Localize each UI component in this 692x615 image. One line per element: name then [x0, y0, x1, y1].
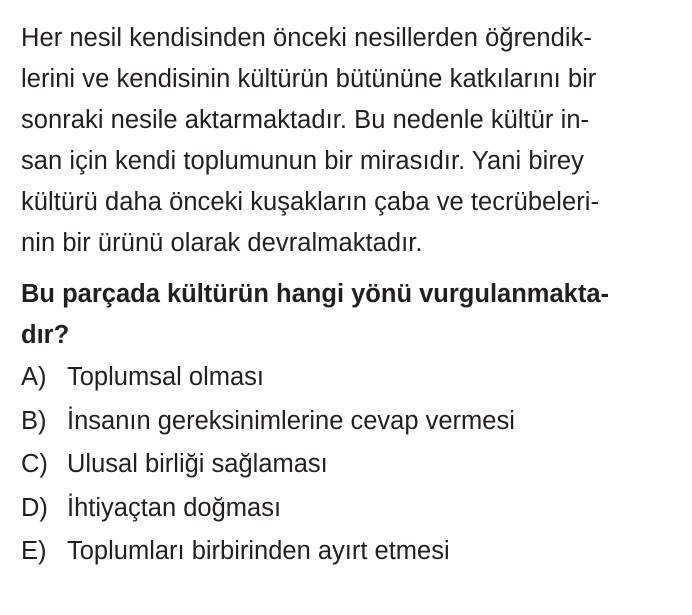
option-text: Toplumsal olması [67, 363, 264, 391]
option-e[interactable] [21, 530, 672, 574]
option-a[interactable] [21, 356, 672, 400]
option-text: İhtiyaçtan doğması [67, 493, 282, 522]
option-letter: D) [21, 493, 48, 522]
passage-line: nin bir ürünü olarak devralmaktadır. [21, 229, 423, 257]
question-stem [21, 274, 671, 356]
option-text: Ulusal birliği sağlaması [67, 450, 328, 478]
option-letter: A) [21, 363, 47, 391]
option-letter: C) [21, 450, 48, 478]
passage-line: lerini ve kendisinin kültürün bütününe katkılarını bir [21, 65, 597, 93]
passage-line: kültürü daha önceki kuşakların çaba ve tecrübeleri- [21, 188, 600, 216]
option-d[interactable] [21, 487, 672, 531]
answer-options [21, 356, 672, 574]
option-text: Toplumları birbirinden ayırt etmesi [67, 537, 450, 565]
option-letter: B) [21, 406, 47, 435]
option-c[interactable] [21, 443, 672, 487]
option-letter: E) [21, 537, 47, 565]
option-text: İnsanın gereksinimlerine cevap vermesi [67, 406, 515, 435]
passage-line: sonraki nesile aktarmaktadır. Bu nedenle kültür in- [21, 106, 590, 134]
passage-line: Her nesil kendisinden önceki nesillerden öğrendik- [21, 24, 592, 52]
question-line: Bu parçada kültürün hangi yönü vurgulanmakta- [21, 280, 609, 308]
question-line: dır? [21, 321, 70, 349]
option-b[interactable] [21, 400, 672, 444]
reading-passage [21, 18, 671, 264]
passage-line: san için kendi toplumunun bir mirasıdır. Yani birey [21, 147, 584, 175]
